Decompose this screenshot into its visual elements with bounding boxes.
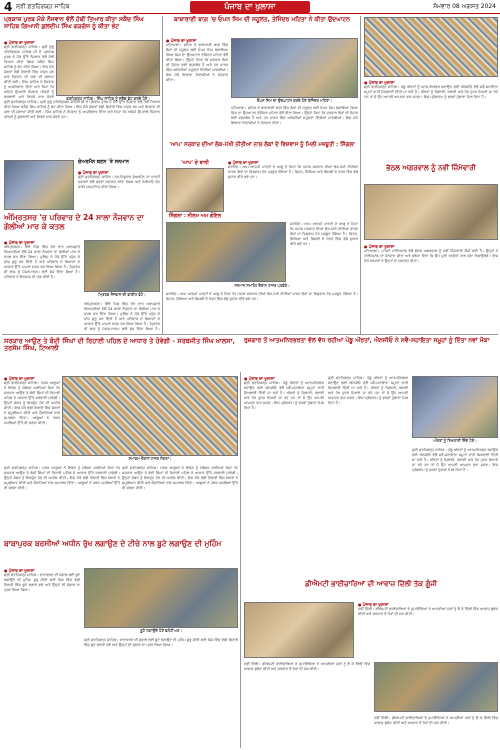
article-text: ਸ਼੍ਰੀ ਫ਼ਤਹਿਗੜ੍ਹ ਸਾਹਿਬ। ਪੇਂਡੂ ਔਰਤਾਂ ਨੂੰ ਆਤਮਨਿਰਭਰ ਬਣਾਉਣ ਲਈ ਐਨਜੀਓ ਵੱਲੋਂ ਸਵੈ-ਸਹਾਇਤਾ ਸਮੂਹਾਂ ਰਾਹੀਂ ਸਿਖਲਾਈ ਦਿੱਤੀ ਜਾ ਰਹੀ ਹੈ। ਔਰਤਾਂ ਨੂੰ ਸਿਲਾਈ, ਕਢਾਈ ਅਤੇ ਹੋਰ ਹੁਨਰ ਸਿਖਾਏ ਜਾ ਰਹੇ ਹਨ ਤਾਂ ਜੋ ਉਹ ਆਪਣੀ ਆਮਦਨ ਵਧਾ ਸਕਣ। ਇਸ ਪ੍ਰੋਗਰਾਮ ਨੂੰ ਭਰਵਾਂ ਹੁੰਗਾਰਾ ਮਿਲ ਰਿਹਾ ਹੈ। xyxy=(412,448,498,472)
byline: ● ਪੰਜਾਬ ਦਾ ਖੁਲਾਸਾ xyxy=(358,602,389,607)
headline: 'ਆਪ' ਸਰਕਾਰ ਦੀਆਂ ਲੋਕ-ਪੱਖੀ ਨੀਤੀਆਂ ਨਾਲ ਲੋਕਾਂ ਦੇ ਵਿਸ਼ਵਾਸ ਨੂੰ ਮਿਲੀ ਮਜ਼ਬੂਤੀ : ਸਿੰਗਲਾ xyxy=(169,142,355,148)
article-body xyxy=(244,376,324,576)
row-rule xyxy=(2,334,498,335)
photo-caption: ਬੂਟੇ ਲਗਾਉਂਦੇ ਹੋਏ ਵਲੰਟੀਅਰ। xyxy=(140,628,182,633)
article-body xyxy=(84,638,238,748)
article-text: ਸ਼੍ਰੀ ਫ਼ਤਹਿਗੜ੍ਹ ਸਾਹਿਬ। ਪੰਥਕ ਆਗੂਆਂ ਨੇ ਇਕੱਠ ਨੂੰ ਸੰਬੋਧਨ ਕਰਦਿਆਂ ਕਿਹਾ ਕਿ ਸਰਕਾਰ ਆਉਣ ਤੇ ਬੰਦੀ ਸਿੰਘਾਂ ਦੀ ਰਿਹਾਈ ਪਹਿਲ ਦੇ ਆਧਾਰ ਉੱਤੇ ਕਰਵਾਈ ਜਾਵੇਗੀ। ਉਨ੍ਹਾਂ ਸੰਗਤ ਨੂੰ ਇਕਜੁੱਟ ਹੋਣ ਦੀ ਅਪੀਲ ਕੀਤੀ। ਇਸ ਮੌਕੇ ਵੱਡੀ ਗਿਣਤੀ ਵਿੱਚ ਸੰਗਤਾਂ ਨੇ ਸ਼ਮੂਲੀਅਤ ਕੀਤੀ ਅਤੇ ਜੈਕਾਰਿਆਂ ਨਾਲ ਸਮਰਥਨ ਦਿੱਤਾ। ਆਗੂਆਂ ਨੇ ਪੰਥਕ ਮਸਲਿਆਂ ਉੱਤੇ ਵੀ ਚਰਚਾ ਕੀਤੀ। xyxy=(4,466,120,490)
article-body xyxy=(78,170,160,210)
byline: ● ਪੰਜਾਬ ਦਾ ਖੁਲਾਸਾ xyxy=(228,160,259,165)
article-text: ਸਰਹਿੰਦ। ਆਮ ਆਦਮੀ ਪਾਰਟੀ ਦੇ ਆਗੂ ਨੇ ਕਿਹਾ ਕਿ ਪੰਜਾਬ ਸਰਕਾਰ ਦੀਆਂ ਲੋਕ-ਪੱਖੀ ਨੀਤੀਆਂ ਕਾਰਨ ਲੋਕਾਂ ਦਾ ਵਿਸ਼ਵਾਸ ਹੋਰ ਮਜ਼ਬੂਤ ਹੋਇਆ ਹੈ। ਸਿਹਤ, ਸਿੱਖਿਆ ਅਤੇ ਬਿਜਲੀ ਦੇ ਖੇਤਰ ਵਿੱਚ ਵੱਡੇ ਸੁਧਾਰ ਕੀਤੇ ਗਏ ਹਨ। xyxy=(290,222,358,246)
news-photo xyxy=(62,376,238,456)
photo-caption: ਸਮਾਗਮ ਦੌਰਾਨ ਹਾਜ਼ਰ ਸੰਗਤਾਂ। xyxy=(128,456,172,461)
article-body xyxy=(231,106,358,140)
column-rule xyxy=(360,16,361,334)
photo-caption: ਮ੍ਰਿਤਕ ਨੌਜਵਾਨ ਦੀ ਫਾਈਲ ਫੋਟੋ। xyxy=(98,292,146,297)
photo-caption: ਫ਼ਤਹਿਗੜ੍ਹ ਸਾਹਿਬ : ਸਿੰਘ ਸਾਹਿਬ ਨੂੰ ਸਕੈਚ ਭੇਟ ਕਰਦੇ ਹੋਏ। xyxy=(66,96,150,101)
article-text: ਸ਼੍ਰੀ ਫ਼ਤਹਿਗੜ੍ਹ ਸਾਹਿਬ। ਸ਼੍ਰੀ ਗੁਰੂ ਹਰਿਕ੍ਰਿਸ਼ਨ ਸਾਹਿਬ ਜੀ ਦੇ ਪ੍ਰਕਾਸ਼ ਪੁਰਬ ਦੇ ਮੌਕੇ ਉੱਤੇ ਨੌਜਵਾਨ ਵੱਲੋਂ ਹੱਥੀਂ ਤਿਆਰ ਕੀਤਾ ਗਿਆ ਸਕੈਚ ਸਿੰਘ ਸਾਹਿਬ ਨੂੰ ਭੇਟ ਕੀਤਾ ਗਿਆ। ਇਸ ਮੌਕੇ ਸੰਗਤਾਂ ਵੱਡੀ ਗਿਣਤੀ ਵਿੱਚ ਹਾਜ਼ਰ ਸਨ ਅਤੇ ਨੌਜਵਾਨ ਦੀ ਕਲਾ ਦੀ ਸ਼ਲਾਘਾ ਕੀਤੀ ਗਈ। ਸਿੰਘ ਸਾਹਿਬ ਨੇ ਨੌਜਵਾਨ ਨੂੰ ਆਸ਼ੀਰਵਾਦ ਦਿੱਤਾ ਅਤੇ ਕਿਹਾ ਕਿ ਅਜਿਹੇ ਉਪਰਾਲੇ ਨੌਜਵਾਨ ਪੀੜ੍ਹੀ ਨੂੰ ਗੁਰਬਾਣੀ ਅਤੇ ਵਿਰਸੇ ਨਾਲ ਜੋੜਦੇ xyxy=(4,45,54,98)
headline: ਸਰਕਾਰ ਆਉਣ ਤੇ ਬੰਦੀ ਸਿੰਘਾਂ ਦੀ ਰਿਹਾਈ ਪਹਿਲ ਦੇ ਆਧਾਰ ਤੇ ਹੋਵੇਗੀ - ਸਰਬਜੀਤ ਸਿੰਘ ਖਾਲਸਾ, ਤਰਸੇਮ ਸਿੰਘ, ਟਿਆਲੀ xyxy=(4,337,235,353)
article-body xyxy=(84,302,160,332)
paper-name: ਸ੍ਰੀ ਫ਼ਤਹਿਗੜ੍ਹ ਸਾਹਿਬ xyxy=(16,3,70,10)
headline: ਡੀਐਮਟੀ ਭਾਈਚਾਰਿਆਂ ਦੀ ਆਵਾਜ਼ ਦਿੱਲੀ ਤੱਕ ਗੂੰਜੀ xyxy=(304,580,438,588)
article-text: ਨਵੀਂ ਦਿੱਲੀ। ਡੀਐਮਟੀ ਭਾਈਚਾਰਿਆਂ ਦੇ ਨੁਮਾਇੰਦਿਆਂ ਨੇ ਆਪਣੀਆਂ ਮੰਗਾਂ ਨੂੰ ਲੈ ਕੇ ਦਿੱਲੀ ਵਿੱਚ ਆਵਾਜ਼ ਬੁਲੰਦ ਕੀਤੀ ਅਤੇ ਸਰਕਾਰ ਤੋਂ ਹੱਕਾਂ ਦੀ ਮੰਗ ਕੀਤੀ। xyxy=(374,716,498,725)
byline: ● ਪੰਜਾਬ ਦਾ ਖੁਲਾਸਾ xyxy=(364,80,395,85)
article-body xyxy=(4,376,60,456)
photo-caption: ਔਰਤਾਂ ਨੂੰ ਸਿਖਲਾਈ ਦਿੰਦੇ ਹੋਏ। xyxy=(433,438,477,443)
article-text: ਸਰਹਿੰਦ। ਆਮ ਆਦਮੀ ਪਾਰਟੀ ਦੇ ਆਗੂ ਨੇ ਕਿਹਾ ਕਿ ਪੰਜਾਬ ਸਰਕਾਰ ਦੀਆਂ ਲੋਕ-ਪੱਖੀ ਨੀਤੀਆਂ ਕਾਰਨ ਲੋਕਾਂ ਦਾ ਵਿਸ਼ਵਾਸ ਹੋਰ ਮਜ਼ਬੂਤ ਹੋਇਆ ਹੈ। ਸਿਹਤ, ਸਿੱਖਿਆ ਅਤੇ ਬਿਜਲੀ ਦੇ ਖੇਤਰ ਵਿੱਚ ਵੱਡੇ ਸੁਧਾਰ ਕੀਤੇ ਗਏ ਹਨ। xyxy=(166,292,358,301)
article-text: ਸ਼੍ਰੀ ਫ਼ਤਹਿਗੜ੍ਹ ਸਾਹਿਬ। ਵਾਤਾਵਰਣ ਦੀ ਸੰਭਾਲ ਲਈ ਬੂਟੇ ਲਗਾਉਣ ਦੀ ਮੁਹਿੰਮ ਸ਼ੁਰੂ ਕੀਤੀ ਗਈ ਜਿਸ ਵਿੱਚ ਵੱਡੀ ਗਿਣਤੀ ਵਿੱਚ ਬੂਟੇ ਲਗਾਏ ਗਏ ਅਤੇ ਉਨ੍ਹਾਂ ਦੀ ਸੰਭਾਲ ਦਾ ਪ੍ਰਣ ਲਿਆ ਗਿਆ। xyxy=(84,638,238,647)
column-rule xyxy=(240,372,241,748)
byline: ● ਪੰਜਾਬ ਦਾ ਖੁਲਾਸਾ xyxy=(4,40,35,45)
article-body xyxy=(166,38,228,138)
news-photo xyxy=(412,376,498,438)
article-text: ਨਵੀਂ ਦਿੱਲੀ। ਡੀਐਮਟੀ ਭਾਈਚਾਰਿਆਂ ਦੇ ਨੁਮਾਇੰਦਿਆਂ ਨੇ ਆਪਣੀਆਂ ਮੰਗਾਂ ਨੂੰ ਲੈ ਕੇ ਦਿੱਲੀ ਵਿੱਚ ਆਵਾਜ਼ ਬੁਲੰਦ ਕੀਤੀ ਅਤੇ ਸਰਕਾਰ ਤੋਂ ਹੱਕਾਂ ਦੀ ਮੰਗ ਕੀਤੀ। xyxy=(244,662,370,671)
photo-tag: 'ਆਪ' ਦੇ ਬਾਨੀ xyxy=(181,160,209,166)
news-photo xyxy=(364,184,498,240)
article-text: ਸ਼੍ਰੀ ਫ਼ਤਹਿਗੜ੍ਹ ਸਾਹਿਬ। ਨਵ-ਨਿਯੁਕਤ ਚੇਅਰਮੈਨ ਦਾ ਪਾਰਟੀ ਵਰਕਰਾਂ ਵੱਲੋਂ ਭਰਵਾਂ ਸਵਾਗਤ ਕੀਤਾ ਗਿਆ ਅਤੇ ਸਿਰੋਪਾਓ ਭੇਟ ਕਰਕੇ ਸਨਮਾਨਿਤ ਕੀਤਾ ਗਿਆ। xyxy=(78,175,160,189)
article-text: ਨਵੀਂ ਦਿੱਲੀ। ਡੀਐਮਟੀ ਭਾਈਚਾਰਿਆਂ ਦੇ ਨੁਮਾਇੰਦਿਆਂ ਨੇ ਆਪਣੀਆਂ ਮੰਗਾਂ ਨੂੰ ਲੈ ਕੇ ਦਿੱਲੀ ਵਿੱਚ ਆਵਾਜ਼ ਬੁਲੰਦ ਕੀਤੀ ਅਤੇ ਸਰਕਾਰ ਤੋਂ ਹੱਕਾਂ ਦੀ ਮੰਗ ਕੀਤੀ। xyxy=(358,607,498,616)
page-number: 4 xyxy=(4,0,13,14)
article-body xyxy=(4,466,120,538)
article-body xyxy=(412,448,498,576)
article-text: ਸ਼੍ਰੀ ਫ਼ਤਹਿਗੜ੍ਹ ਸਾਹਿਬ। ਪੰਥਕ ਆਗੂਆਂ ਨੇ ਇਕੱਠ ਨੂੰ ਸੰਬੋਧਨ ਕਰਦਿਆਂ ਕਿਹਾ ਕਿ ਸਰਕਾਰ ਆਉਣ ਤੇ ਬੰਦੀ ਸਿੰਘਾਂ ਦੀ ਰਿਹਾਈ ਪਹਿਲ ਦੇ ਆਧਾਰ ਉੱਤੇ ਕਰਵਾਈ ਜਾਵੇਗੀ। ਉਨ੍ਹਾਂ ਸੰਗਤ ਨੂੰ ਇਕਜੁੱਟ ਹੋਣ ਦੀ ਅਪੀਲ ਕੀਤੀ। ਇਸ ਮੌਕੇ ਵੱਡੀ ਗਿਣਤੀ ਵਿੱਚ ਸੰਗਤਾਂ ਨੇ ਸ਼ਮੂਲੀਅਤ ਕੀਤੀ ਅਤੇ ਜੈਕਾਰਿਆਂ ਨਾਲ ਸਮਰਥਨ ਦਿੱਤਾ। ਆਗੂਆਂ ਨੇ ਪੰਥਕ ਮਸਲਿਆਂ ਉੱਤੇ ਵੀ ਚਰਚਾ ਕੀਤੀ। xyxy=(4,381,60,425)
byline: ● ਪੰਜਾਬ ਦਾ ਖੁਲਾਸਾ xyxy=(4,376,35,381)
article-body xyxy=(358,602,498,658)
article-text: ਸ਼੍ਰੀ ਫ਼ਤਹਿਗੜ੍ਹ ਸਾਹਿਬ। ਪੰਥਕ ਆਗੂਆਂ ਨੇ ਇਕੱਠ ਨੂੰ ਸੰਬੋਧਨ ਕਰਦਿਆਂ ਕਿਹਾ ਕਿ ਸਰਕਾਰ ਆਉਣ ਤੇ ਬੰਦੀ ਸਿੰਘਾਂ ਦੀ ਰਿਹਾਈ ਪਹਿਲ ਦੇ ਆਧਾਰ ਉੱਤੇ ਕਰਵਾਈ ਜਾਵੇਗੀ। ਉਨ੍ਹਾਂ ਸੰਗਤ ਨੂੰ ਇਕਜੁੱਟ ਹੋਣ ਦੀ ਅਪੀਲ ਕੀਤੀ। ਇਸ ਮੌਕੇ ਵੱਡੀ ਗਿਣਤੀ ਵਿੱਚ ਸੰਗਤਾਂ ਨੇ ਸ਼ਮੂਲੀਅਤ ਕੀਤੀ ਅਤੇ ਜੈਕਾਰਿਆਂ ਨਾਲ ਸਮਰਥਨ ਦਿੱਤਾ। ਆਗੂਆਂ ਨੇ ਪੰਥਕ ਮਸਲਿਆਂ ਉੱਤੇ ਵੀ ਚਰਚਾ ਕੀਤੀ। xyxy=(122,466,238,490)
headline: ਅੰਮ੍ਰਿਤਸਰ 'ਚ ਪਰਿਵਾਰ ਦੇ 24 ਸਾਲਾ ਨੌਜਵਾਨ ਦਾ ਗੋਲੀਆਂ ਮਾਰ ਕੇ ਕਤਲ xyxy=(4,213,144,231)
article-body xyxy=(4,40,54,98)
headline: ਭੱਠਲ ਅਗਰਵਾਲ ਨੂੰ ਨਵੀਂ ਜ਼ਿੰਮੇਵਾਰੀ xyxy=(386,164,476,172)
byline: ● ਪੰਜਾਬ ਦਾ ਖੁਲਾਸਾ xyxy=(4,240,35,245)
issue-date: ਸੋਮਵਾਰ 08 ਅਗਸਤ 2024 xyxy=(433,3,496,10)
article-body xyxy=(328,376,408,576)
byline: ● ਪੰਜਾਬ ਦਾ ਖੁਲਾਸਾ xyxy=(4,568,35,573)
article-body xyxy=(4,568,80,748)
article-text: ਅੰਮ੍ਰਿਤਸਰ। ਇੱਥੇ ਪਿੰਡ ਵਿੱਚ ਦੇਰ ਰਾਤ ਅਣਪਛਾਤੇ ਵਿਅਕਤੀਆਂ ਵੱਲੋਂ 24 ਸਾਲਾ ਨੌਜਵਾਨ ਦਾ ਗੋਲੀਆਂ ਮਾਰ ਕੇ ਕਤਲ ਕਰ ਦਿੱਤਾ ਗਿਆ। ਪੁਲਿਸ ਨੇ ਮੌਕੇ ਉੱਤੇ ਪਹੁੰਚ ਕੇ ਜਾਂਚ ਸ਼ੁਰੂ ਕਰ ਦਿੱਤੀ ਹੈ ਅਤੇ ਪਰਿਵਾਰ ਦੇ ਬਿਆਨਾਂ ਦੇ ਆਧਾਰ ਉੱਤੇ ਮਾਮਲਾ ਦਰਜ ਕਰ ਲਿਆ ਗਿਆ ਹੈ। ਮ੍ਰਿਤਕ ਦੀ ਲਾਸ਼ ਨੂੰ ਪੋਸਟਮਾਰਟਮ ਲਈ ਭੇਜ ਦਿੱਤਾ ਗਿਆ ਹੈ। xyxy=(84,302,160,331)
article-body xyxy=(364,80,498,162)
article-body xyxy=(122,466,238,538)
byline: ● ਪੰਜਾਬ ਦਾ ਖੁਲਾਸਾ xyxy=(78,170,109,175)
photo-caption: ਓਪਨ ਜਿਮ ਦਾ ਉਦਘਾਟਨ ਕਰਦੇ ਹੋਏ ਤੇਜਿੰਦਰ ਮਹਿਤਾ। xyxy=(256,98,333,103)
byline: ● ਪੰਜਾਬ ਦਾ ਖੁਲਾਸਾ xyxy=(166,38,197,43)
section-banner: ਪੰਜਾਬ ਦਾ ਖੁਲਾਸਾ xyxy=(190,1,310,13)
news-photo xyxy=(84,240,160,292)
news-photo xyxy=(364,17,498,77)
article-text: ਅੰਮ੍ਰਿਤਸਰ। ਇੱਥੇ ਪਿੰਡ ਵਿੱਚ ਦੇਰ ਰਾਤ ਅਣਪਛਾਤੇ ਵਿਅਕਤੀਆਂ ਵੱਲੋਂ 24 ਸਾਲਾ ਨੌਜਵਾਨ ਦਾ ਗੋਲੀਆਂ ਮਾਰ ਕੇ ਕਤਲ ਕਰ ਦਿੱਤਾ ਗਿਆ। ਪੁਲਿਸ ਨੇ ਮੌਕੇ ਉੱਤੇ ਪਹੁੰਚ ਕੇ ਜਾਂਚ ਸ਼ੁਰੂ ਕਰ ਦਿੱਤੀ ਹੈ ਅਤੇ ਪਰਿਵਾਰ ਦੇ ਬਿਆਨਾਂ ਦੇ ਆਧਾਰ ਉੱਤੇ ਮਾਮਲਾ ਦਰਜ ਕਰ ਲਿਆ ਗਿਆ ਹੈ। ਮ੍ਰਿਤਕ ਦੀ ਲਾਸ਼ ਨੂੰ ਪੋਸਟਮਾਰਟਮ ਲਈ ਭੇਜ ਦਿੱਤਾ ਗਿਆ ਹੈ। ਪਰਿਵਾਰ ਨੇ ਇਨਸਾਫ਼ ਦੀ ਮੰਗ ਕੀਤੀ ਹੈ। xyxy=(4,245,80,279)
news-photo xyxy=(244,602,354,658)
headline: ਰੁਜ਼ਗਾਰ ਤੋਂ ਆਤਮਨਿਰਭਰਤਾ ਵੱਲ ਵੱਧ ਰਹੀਆਂ ਪੇਂਡੂ ਔਰਤਾਂ, ਐਨਜੀਓ ਨੇ ਸਵੈ-ਸਹਾਇਤਾ ਸਮੂਹਾਂ ਨੂੰ ਦਿੱਤਾ ਨਵਾਂ ਮੌਕਾ xyxy=(244,337,490,344)
article-body xyxy=(290,222,358,282)
headline: ਪ੍ਰਕਾਸ਼ ਪੁਰਬ ਮੌਕੇ ਨੌਜਵਾਨ ਵੱਲੋਂ ਹੱਥੀਂ ਤਿਆਰ ਕੀਤਾ ਸਕੈਚ ਸਿੰਘ ਸਾਹਿਬ ਗਿਆਨੀ ਕੁਲਦੀਪ ਸਿੰਘ ਗੜਗੱਜ ਨੂੰ ਕੀਤਾ ਭੇਟ xyxy=(4,16,144,30)
news-photo xyxy=(84,568,238,628)
byline: ● ਪੰਜਾਬ ਦਾ ਖੁਲਾਸਾ xyxy=(364,244,395,249)
news-photo xyxy=(166,168,224,212)
news-photo xyxy=(231,38,358,98)
article-text: ਸ਼੍ਰੀ ਫ਼ਤਹਿਗੜ੍ਹ ਸਾਹਿਬ। ਪੇਂਡੂ ਔਰਤਾਂ ਨੂੰ ਆਤਮਨਿਰਭਰ ਬਣਾਉਣ ਲਈ ਐਨਜੀਓ ਵੱਲੋਂ ਸਵੈ-ਸਹਾਇਤਾ ਸਮੂਹਾਂ ਰਾਹੀਂ ਸਿਖਲਾਈ ਦਿੱਤੀ ਜਾ ਰਹੀ ਹੈ। ਔਰਤਾਂ ਨੂੰ ਸਿਲਾਈ, ਕਢਾਈ ਅਤੇ ਹੋਰ ਹੁਨਰ ਸਿਖਾਏ ਜਾ ਰਹੇ ਹਨ ਤਾਂ ਜੋ ਉਹ ਆਪਣੀ ਆਮਦਨ ਵਧਾ ਸਕਣ। ਇਸ ਪ੍ਰੋਗਰਾਮ ਨੂੰ ਭਰਵਾਂ ਹੁੰਗਾਰਾ ਮਿਲ ਰਿਹਾ ਹੈ। xyxy=(244,381,324,410)
article-text: ਪਟਿਆਲਾ। ਸ਼ਹਿਰ ਦੇ ਬਾਬਾਰਾਣੀ ਬਾਗ਼ ਵਿੱਚ ਲੋਕਾਂ ਦੀ ਸਹੂਲਤ ਲਈ ਓਪਨ ਜਿਮ ਲਗਾਇਆ ਗਿਆ ਜਿਸ ਦਾ ਉਦਘਾਟਨ ਤੇਜਿੰਦਰ ਮਹਿਤਾ ਵੱਲੋਂ ਕੀਤਾ ਗਿਆ। ਉਨ੍ਹਾਂ ਕਿਹਾ ਕਿ ਸਰਕਾਰ ਲੋਕਾਂ ਦੀ ਸਿਹਤ ਲਈ ਵਚਨਬੱਧ ਹੈ ਅਤੇ ਹਰ ਪਾਰਕ ਵਿੱਚ ਅਜਿਹੀਆਂ ਸਹੂਲਤਾਂ ਦਿੱਤੀਆਂ ਜਾਣਗੀਆਂ। ਇਸ ਮੌਕੇ ਇਲਾਕਾ ਨਿਵਾਸੀਆਂ ਨੇ ਧੰਨਵਾਦ ਕੀਤਾ। xyxy=(231,106,358,125)
byline: ● ਪੰਜਾਬ ਦਾ ਖੁਲਾਸਾ xyxy=(244,376,275,381)
article-body xyxy=(228,160,358,212)
article-text: ਸਰਹਿੰਦ। ਆਮ ਆਦਮੀ ਪਾਰਟੀ ਦੇ ਆਗੂ ਨੇ ਕਿਹਾ ਕਿ ਪੰਜਾਬ ਸਰਕਾਰ ਦੀਆਂ ਲੋਕ-ਪੱਖੀ ਨੀਤੀਆਂ ਕਾਰਨ ਲੋਕਾਂ ਦਾ ਵਿਸ਼ਵਾਸ ਹੋਰ ਮਜ਼ਬੂਤ ਹੋਇਆ ਹੈ। ਸਿਹਤ, ਸਿੱਖਿਆ ਅਤੇ ਬਿਜਲੀ ਦੇ ਖੇਤਰ ਵਿੱਚ ਵੱਡੇ ਸੁਧਾਰ ਕੀਤੇ ਗਏ ਹਨ। xyxy=(228,165,358,179)
article-text: ਪਟਿਆਲਾ। ਪਾਰਟੀ ਹਾਈਕਮਾਂਡ ਵੱਲੋਂ ਭੱਠਲ ਅਗਰਵਾਲ ਨੂੰ ਨਵੀਂ ਜ਼ਿੰਮੇਵਾਰੀ ਸੌਂਪੀ ਗਈ ਹੈ। ਉਨ੍ਹਾਂ ਨੇ ਹਾਈਕਮਾਂਡ ਦਾ ਧੰਨਵਾਦ ਕੀਤਾ ਅਤੇ ਭਰੋਸਾ ਦਿੱਤਾ ਕਿ ਉਹ ਪੂਰੀ ਤਨਦੇਹੀ ਨਾਲ ਸੇਵਾ ਨਿਭਾਉਣਗੇ। ਇਸ ਮੌਕੇ ਵਰਕਰਾਂ ਨੇ ਉਨ੍ਹਾਂ ਦਾ ਸਵਾਗਤ ਕੀਤਾ। xyxy=(364,249,498,263)
article-body xyxy=(244,662,370,748)
news-photo xyxy=(166,222,286,282)
column-rule xyxy=(162,16,163,334)
news-photo xyxy=(374,662,498,712)
article-body xyxy=(166,292,358,332)
article-body xyxy=(4,100,160,158)
article-body xyxy=(4,240,80,332)
photo-caption: ਸਨਮਾਨ ਸਮਾਰੋਹ ਦੌਰਾਨ ਹਾਜ਼ਰ ਪਤਵੰਤੇ। xyxy=(234,283,290,288)
headline: ਚੇਅਰਮੈਨ ਬਣਨ 'ਤੇ ਸਨਮਾਨ xyxy=(78,159,129,165)
article-body xyxy=(374,716,498,748)
headline: ਬਾਬਾਪੁਰਕ ਬਰਸੀਆਂ ਅਧੀਨ ਰੁੱਖ ਲਗਾਉਣ ਦੇ ਟੀਚੇ ਨਾਲ ਬੂਟੇ ਲਗਾਉਣ ਦੀ ਮੁਹਿੰਮ xyxy=(4,539,222,548)
page-header xyxy=(0,0,500,14)
article-text: ਸ਼੍ਰੀ ਫ਼ਤਹਿਗੜ੍ਹ ਸਾਹਿਬ। ਪੇਂਡੂ ਔਰਤਾਂ ਨੂੰ ਆਤਮਨਿਰਭਰ ਬਣਾਉਣ ਲਈ ਐਨਜੀਓ ਵੱਲੋਂ ਸਵੈ-ਸਹਾਇਤਾ ਸਮੂਹਾਂ ਰਾਹੀਂ ਸਿਖਲਾਈ ਦਿੱਤੀ ਜਾ ਰਹੀ ਹੈ। ਔਰਤਾਂ ਨੂੰ ਸਿਲਾਈ, ਕਢਾਈ ਅਤੇ ਹੋਰ ਹੁਨਰ ਸਿਖਾਏ ਜਾ ਰਹੇ ਹਨ ਤਾਂ ਜੋ ਉਹ ਆਪਣੀ ਆਮਦਨ ਵਧਾ ਸਕਣ। ਇਸ ਪ੍ਰੋਗਰਾਮ ਨੂੰ ਭਰਵਾਂ ਹੁੰਗਾਰਾ ਮਿਲ ਰਿਹਾ ਹੈ। xyxy=(364,85,498,99)
article-body xyxy=(364,244,498,332)
news-photo xyxy=(4,160,74,210)
news-photo xyxy=(56,40,160,96)
headline: ਬਾਬਾਰਾਣੀ ਬਾਗ਼ 'ਚ ਓਪਨ ਜਿਮ ਦੀ ਸਹੂਲਤ, ਤੇਜਿੰਦਰ ਮਹਿਤਾ ਨੇ ਕੀਤਾ ਉਦਘਾਟਨ xyxy=(173,16,351,23)
photo-tag: ਸਿੰਗਲਾ : ਨੀਲਮ ਅਮ ਗੋਇਲ xyxy=(168,213,222,219)
article-text: ਪਟਿਆਲਾ। ਸ਼ਹਿਰ ਦੇ ਬਾਬਾਰਾਣੀ ਬਾਗ਼ ਵਿੱਚ ਲੋਕਾਂ ਦੀ ਸਹੂਲਤ ਲਈ ਓਪਨ ਜਿਮ ਲਗਾਇਆ ਗਿਆ ਜਿਸ ਦਾ ਉਦਘਾਟਨ ਤੇਜਿੰਦਰ ਮਹਿਤਾ ਵੱਲੋਂ ਕੀਤਾ ਗਿਆ। ਉਨ੍ਹਾਂ ਕਿਹਾ ਕਿ ਸਰਕਾਰ ਲੋਕਾਂ ਦੀ ਸਿਹਤ ਲਈ ਵਚਨਬੱਧ ਹੈ ਅਤੇ ਹਰ ਪਾਰਕ ਵਿੱਚ ਅਜਿਹੀਆਂ ਸਹੂਲਤਾਂ ਦਿੱਤੀਆਂ ਜਾਣਗੀਆਂ। ਇਸ ਮੌਕੇ ਇਲਾਕਾ ਨਿਵਾਸੀਆਂ ਨੇ ਧੰਨਵਾਦ ਕੀਤਾ। xyxy=(166,43,228,82)
article-text: ਸ਼੍ਰੀ ਫ਼ਤਹਿਗੜ੍ਹ ਸਾਹਿਬ। ਸ਼੍ਰੀ ਗੁਰੂ ਹਰਿਕ੍ਰਿਸ਼ਨ ਸਾਹਿਬ ਜੀ ਦੇ ਪ੍ਰਕਾਸ਼ ਪੁਰਬ ਦੇ ਮੌਕੇ ਉੱਤੇ ਨੌਜਵਾਨ ਵੱਲੋਂ ਹੱਥੀਂ ਤਿਆਰ ਕੀਤਾ ਗਿਆ ਸਕੈਚ ਸਿੰਘ ਸਾਹਿਬ ਨੂੰ ਭੇਟ ਕੀਤਾ ਗਿਆ। ਇਸ ਮੌਕੇ ਸੰਗਤਾਂ ਵੱਡੀ ਗਿਣਤੀ ਵਿੱਚ ਹਾਜ਼ਰ ਸਨ ਅਤੇ ਨੌਜਵਾਨ ਦੀ ਕਲਾ ਦੀ ਸ਼ਲਾਘਾ ਕੀਤੀ ਗਈ। ਸਿੰਘ ਸਾਹਿਬ ਨੇ ਨੌਜਵਾਨ ਨੂੰ ਆਸ਼ੀਰਵਾਦ ਦਿੱਤਾ ਅਤੇ ਕਿਹਾ ਕਿ ਅਜਿਹੇ ਉਪਰਾਲੇ ਨੌਜਵਾਨ ਪੀੜ੍ਹੀ ਨੂੰ ਗੁਰਬਾਣੀ ਅਤੇ ਵਿਰਸੇ ਨਾਲ ਜੋੜਦੇ ਹਨ। xyxy=(4,100,160,119)
article-text: ਸ਼੍ਰੀ ਫ਼ਤਹਿਗੜ੍ਹ ਸਾਹਿਬ। ਵਾਤਾਵਰਣ ਦੀ ਸੰਭਾਲ ਲਈ ਬੂਟੇ ਲਗਾਉਣ ਦੀ ਮੁਹਿੰਮ ਸ਼ੁਰੂ ਕੀਤੀ ਗਈ ਜਿਸ ਵਿੱਚ ਵੱਡੀ ਗਿਣਤੀ ਵਿੱਚ ਬੂਟੇ ਲਗਾਏ ਗਏ ਅਤੇ ਉਨ੍ਹਾਂ ਦੀ ਸੰਭਾਲ ਦਾ ਪ੍ਰਣ ਲਿਆ ਗਿਆ। xyxy=(4,573,80,592)
article-text: ਸ਼੍ਰੀ ਫ਼ਤਹਿਗੜ੍ਹ ਸਾਹਿਬ। ਪੇਂਡੂ ਔਰਤਾਂ ਨੂੰ ਆਤਮਨਿਰਭਰ ਬਣਾਉਣ ਲਈ ਐਨਜੀਓ ਵੱਲੋਂ ਸਵੈ-ਸਹਾਇਤਾ ਸਮੂਹਾਂ ਰਾਹੀਂ ਸਿਖਲਾਈ ਦਿੱਤੀ ਜਾ ਰਹੀ ਹੈ। ਔਰਤਾਂ ਨੂੰ ਸਿਲਾਈ, ਕਢਾਈ ਅਤੇ ਹੋਰ ਹੁਨਰ ਸਿਖਾਏ ਜਾ ਰਹੇ ਹਨ ਤਾਂ ਜੋ ਉਹ ਆਪਣੀ ਆਮਦਨ ਵਧਾ ਸਕਣ। ਇਸ ਪ੍ਰੋਗਰਾਮ ਨੂੰ ਭਰਵਾਂ ਹੁੰਗਾਰਾ ਮਿਲ ਰਿਹਾ ਹੈ। xyxy=(328,376,408,405)
